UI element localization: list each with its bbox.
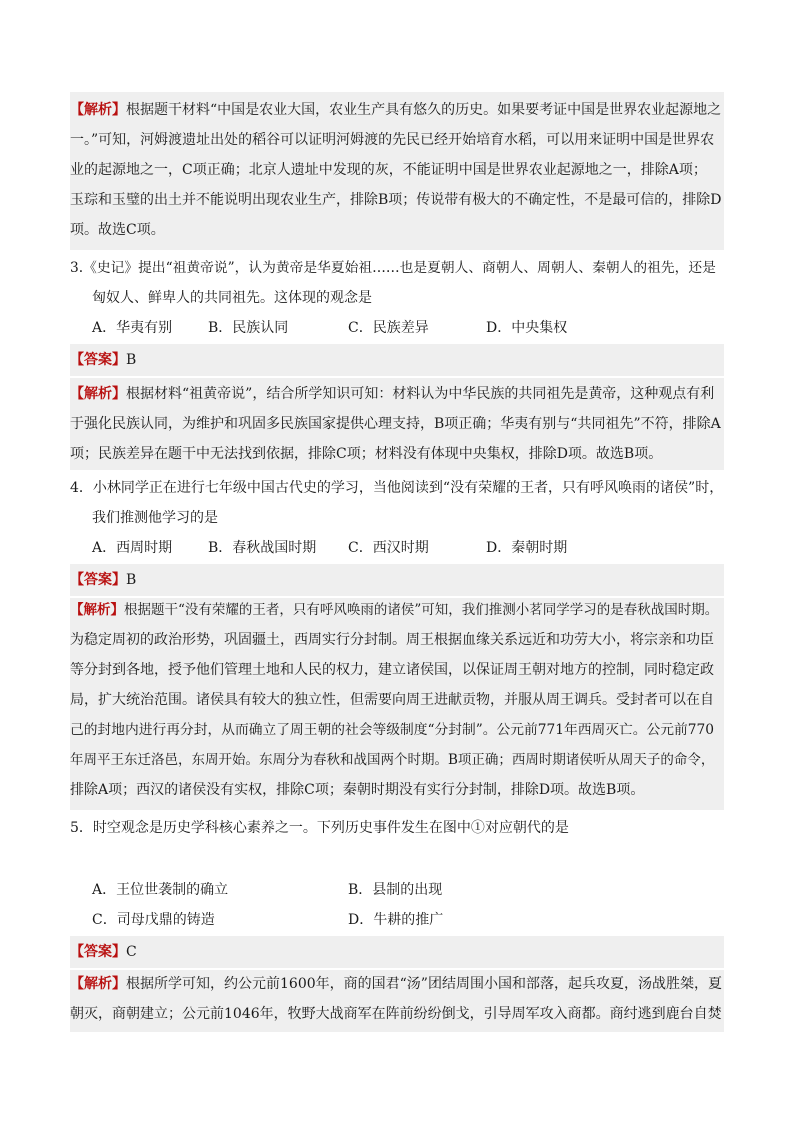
q2-analysis-line-4: 玉琮和玉璧的出土并不能说明出现农业生产，排除B项；传说带有极大的不确定性，不是最可信的，排除D — [70, 192, 722, 208]
q5-answer-value: C — [126, 944, 137, 960]
q2-analysis-line-1: 【解析】根据题干材料“中国是农业大国，农业生产具有悠久的历史。如果要考证中国是世界农业起源地之 — [70, 102, 722, 118]
q4-option-a: A．西周时期 — [92, 540, 173, 556]
analysis-tag: 【解析】 — [70, 102, 126, 118]
q3-analysis-block — [70, 378, 724, 470]
analysis-tag: 【解析】 — [70, 386, 126, 402]
q5-analysis-line-2: 朝灭，商朝建立；公元前1046年，牧野大战商军在阵前纷纷倒戈，引导周军攻入商都。商纣逃到鹿台自焚 — [70, 1006, 722, 1022]
q3-option-c: C．民族差异 — [348, 320, 429, 336]
q4-option-d: D．秦朝时期 — [486, 540, 568, 556]
q5-stem: 5．时空观念是历史学科核心素养之一。下列历史事件发生在图中①对应朝代的是 — [70, 820, 569, 836]
q4-analysis-line-2: 为稳定周初的政治形势，巩固疆土，西周实行分封制。周王根据血缘关系远近和功劳大小，将宗亲和功臣 — [70, 632, 714, 648]
q4-stem-line-2: 我们推测他学习的是 — [92, 510, 218, 526]
q4-analysis-line-1: 【解析】根据题干“没有荣耀的王者，只有呼风唤雨的诸侯”可知，我们推测小茗同学学习的是春秋战国时期。 — [70, 602, 719, 618]
q4-analysis-line-7: 排除A项；西汉的诸侯没有实权，排除C项；秦朝时期没有实行分封制，排除D项。故选B项。 — [70, 782, 645, 798]
q5-option-d: D．牛耕的推广 — [348, 912, 444, 928]
q5-option-b: B．县制的出现 — [348, 882, 443, 898]
q3-analysis-line-3: 项；民族差异在题干中无法找到依据，排除C项；材料没有体现中央集权，排除D项。故选B项。 — [70, 446, 663, 462]
q5-option-a: A．王位世袭制的确立 — [92, 882, 229, 898]
q5-answer-block — [70, 936, 724, 968]
q3-answer-line — [70, 350, 136, 370]
q5-analysis-block — [70, 970, 724, 1032]
answer-tag: 【答案】 — [70, 944, 126, 960]
q4-analysis-block — [70, 598, 724, 810]
q4-option-c: C．西汉时期 — [348, 540, 429, 556]
q3-analysis-line-1: 【解析】根据材料“祖黄帝说”，结合所学知识可知：材料认为中华民族的共同祖先是黄帝，这种观点有利 — [70, 386, 715, 402]
q4-answer-value: B — [126, 572, 137, 588]
q2-analysis-line-5: 项。故选C项。 — [70, 222, 165, 238]
q3-stem-line-2: 匈奴人、鲜卑人的共同祖先。这体现的观念是 — [92, 290, 372, 306]
q4-option-b: B．春秋战国时期 — [208, 540, 317, 556]
analysis-tag: 【解析】 — [70, 976, 126, 992]
q2-analysis-line-3: 业的起源地之一，C项正确；北京人遗址中发现的灰，不能证明中国是世界农业起源地之一，排除A项； — [70, 162, 707, 178]
q4-answer-line — [70, 570, 136, 590]
q2-analysis-block — [70, 92, 724, 250]
q4-analysis-line-3: 等分封到各地，授予他们管理土地和人民的权力，建立诸侯国，以保证周王朝对地方的控制，同时稳定政 — [70, 662, 714, 678]
q2-analysis-line-2: 一。”可知，河姆渡遗址出处的稻谷可以证明河姆渡的先民已经开始培育水稻，可以用来证明中国是世界农 — [70, 132, 715, 148]
q4-stem-line-1: 4．小林同学正在进行七年级中国古代史的学习，当他阅读到“没有荣耀的王者，只有呼风唤雨的诸侯”时， — [70, 480, 724, 496]
q4-analysis-line-5: 己的封地内进行再分封，从而确立了周王朝的社会等级制度“分封制”。公元前771年西周灭亡。公元前770 — [70, 722, 715, 738]
q3-analysis-line-2: 于强化民族认同，为维护和巩固多民族国家提供心理支持，B项正确；华夷有别与“共同祖先”不符，排除A — [70, 416, 721, 432]
q4-analysis-line-4: 局，扩大统治范围。诸侯具有较大的独立性，但需要向周王进献贡物，并服从周王调兵。受封者可以在自 — [70, 692, 714, 708]
q3-option-b: B．民族认同 — [208, 320, 289, 336]
q3-answer-value: B — [126, 352, 137, 368]
q3-option-d: D．中央集权 — [486, 320, 568, 336]
q5-answer-line — [70, 942, 137, 962]
q5-option-c: C．司母戊鼎的铸造 — [92, 912, 215, 928]
q3-answer-block — [70, 344, 724, 376]
q4-answer-block — [70, 564, 724, 596]
q5-analysis-line-1: 【解析】根据所学可知，约公元前1600年，商的国君“汤”团结周围小国和部落，起兵攻夏，汤战胜桀，夏 — [70, 976, 722, 992]
q3-option-a: A．华夷有别 — [92, 320, 173, 336]
q3-stem-line-1: 3.《史记》提出“祖黄帝说”，认为黄帝是华夏始祖……也是夏朝人、商朝人、周朝人、秦朝人的祖先，还是 — [70, 260, 716, 276]
analysis-tag: 【解析】 — [70, 602, 124, 618]
answer-tag: 【答案】 — [70, 572, 126, 588]
answer-tag: 【答案】 — [70, 352, 126, 368]
q4-analysis-line-6: 年周平王东迁洛邑，东周开始。东周分为春秋和战国两个时期。B项正确；西周时期诸侯听从周天子的命令， — [70, 752, 715, 768]
